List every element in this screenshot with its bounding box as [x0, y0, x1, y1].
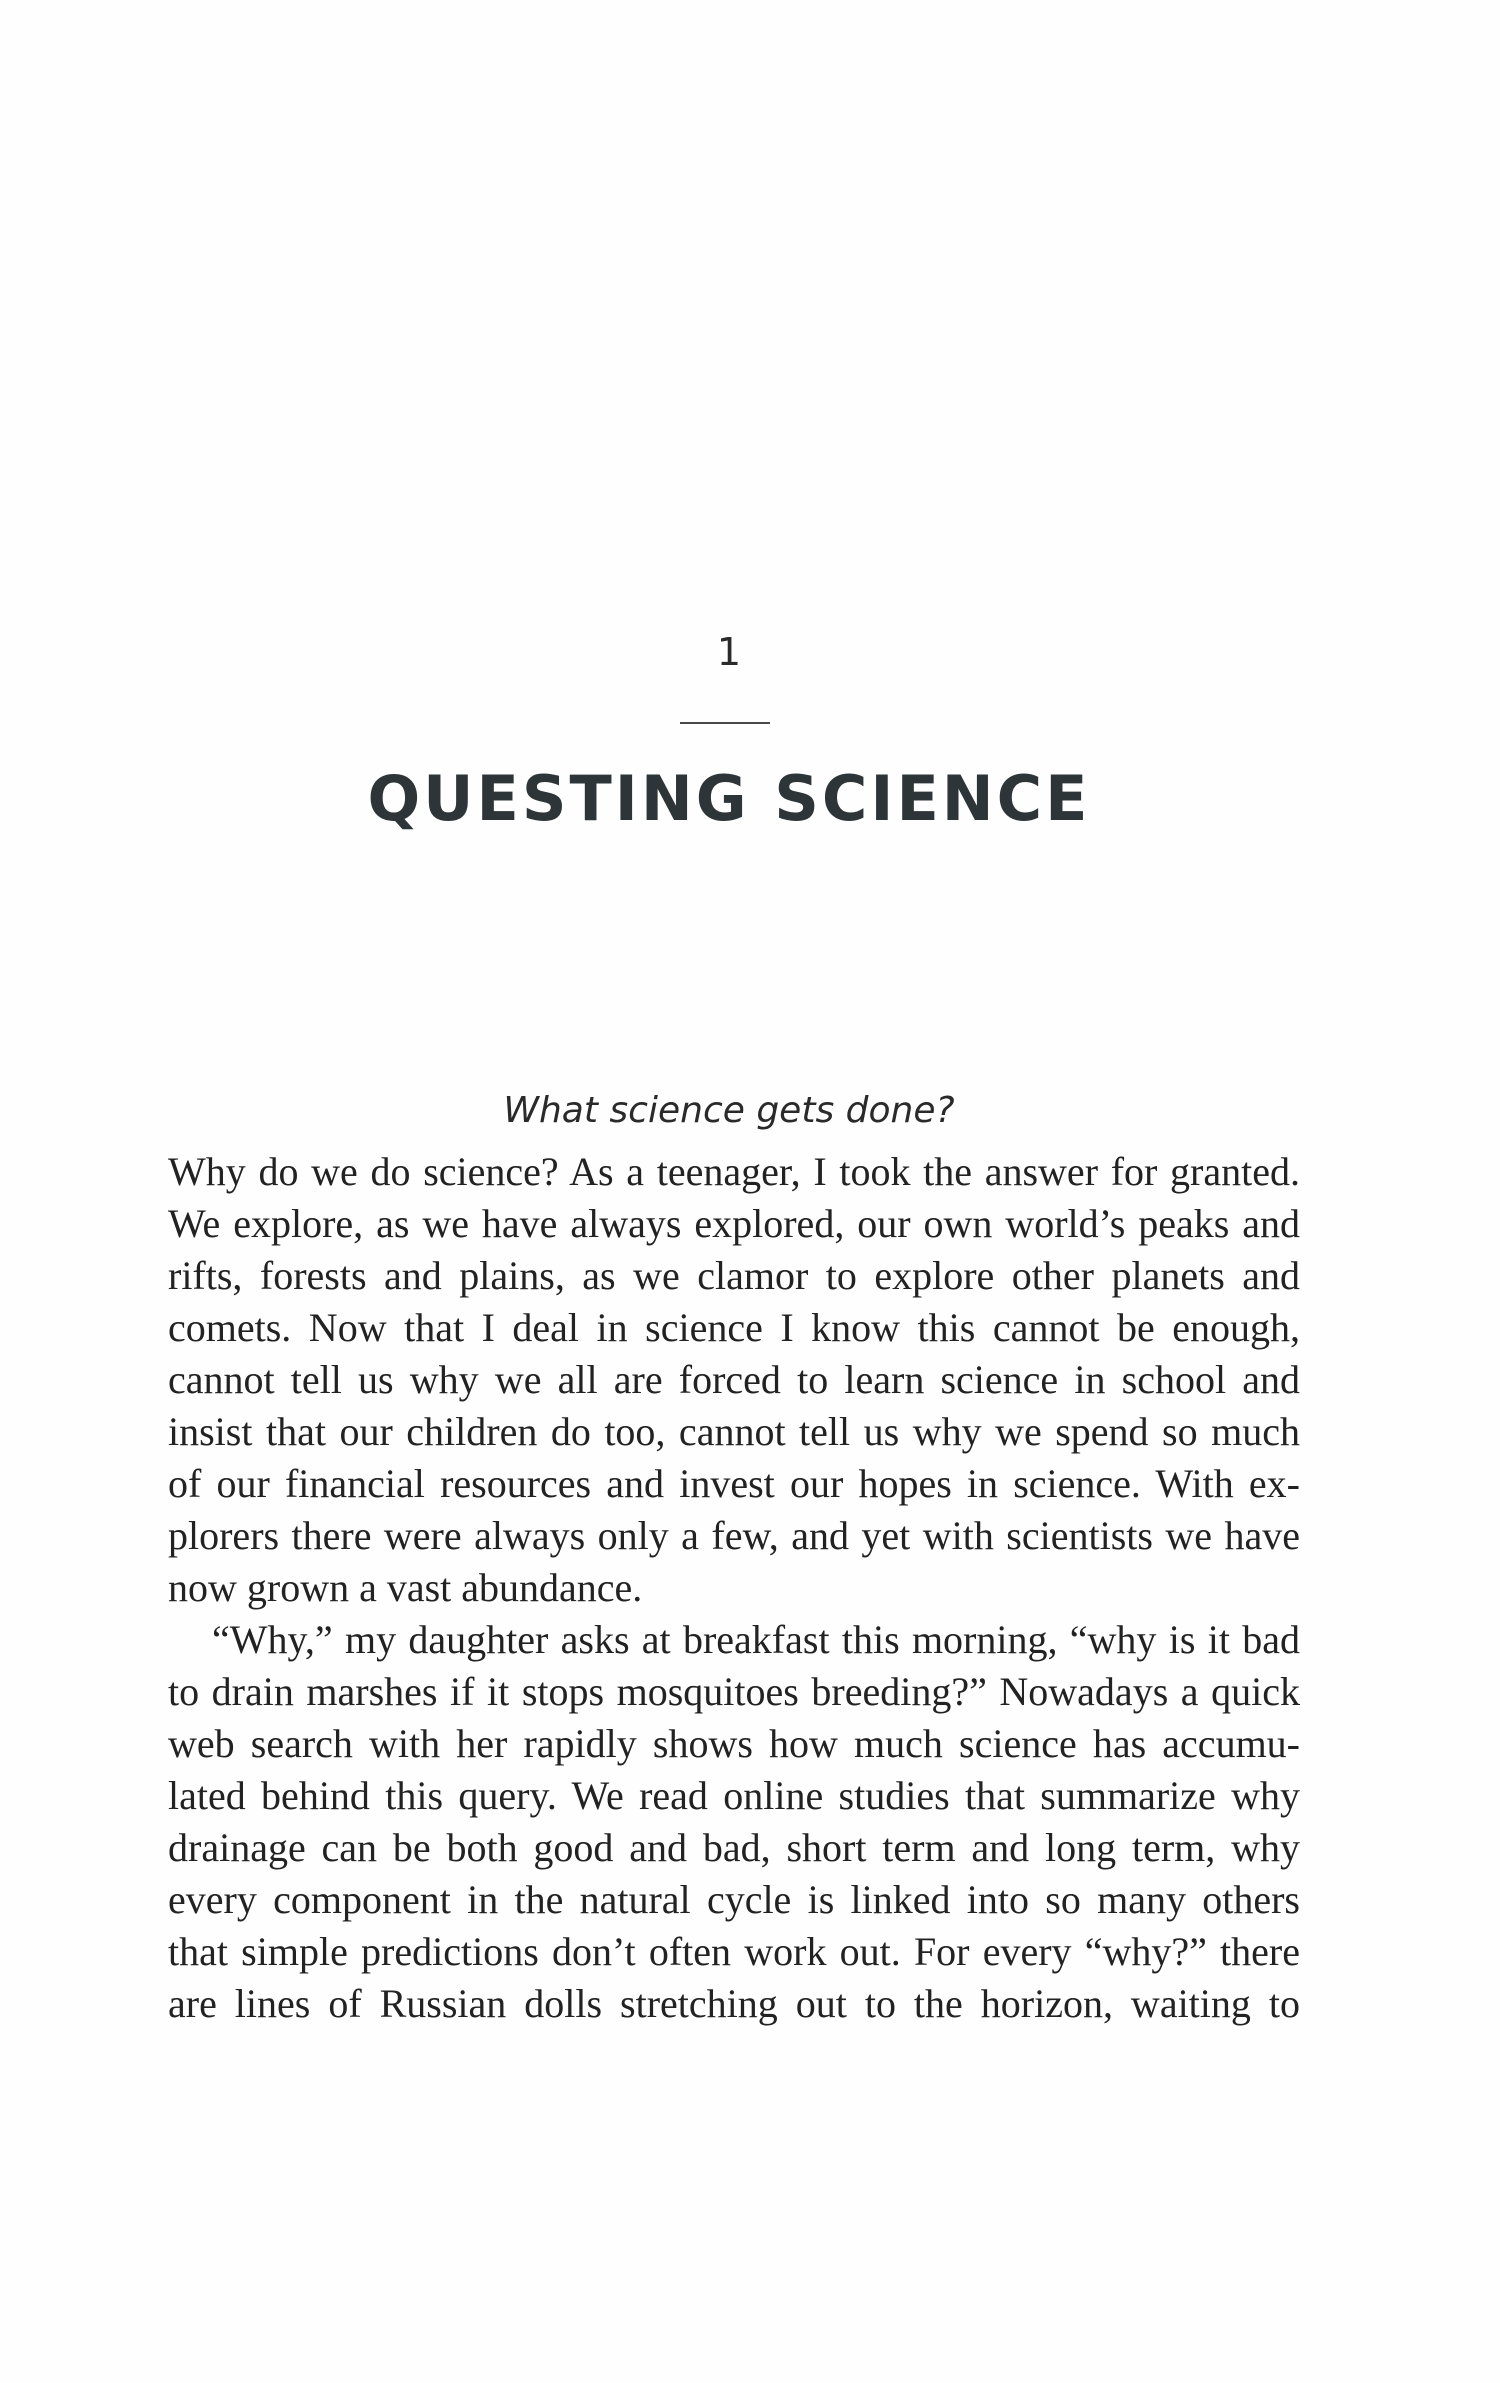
text-line: rifts, forests and plains, as we clamor to explore other planets and — [168, 1253, 1300, 1298]
epigraph: What science gets done? — [503, 1090, 955, 1131]
body-text — [168, 1146, 1300, 2030]
text-line: cannot tell us why we all are forced to learn science in school and — [168, 1357, 1300, 1402]
chapter-divider — [680, 722, 770, 724]
text-line: “Why,” my daughter asks at breakfast this morning, “why is it bad — [212, 1617, 1300, 1662]
text-line: We explore, as we have always explored, our own world’s peaks and — [168, 1201, 1300, 1246]
chapter-title: QUESTING SCIENCE — [367, 762, 1091, 835]
text-line: plorers there were always only a few, and yet with scientists we have — [168, 1513, 1300, 1558]
text-line: Why do we do science? As a teenager, I took the answer for granted. — [168, 1149, 1300, 1194]
text-line: to drain marshes if it stops mosquitoes breeding?” Nowadays a quick — [168, 1669, 1300, 1714]
paragraph-1 — [168, 1146, 1300, 1614]
paragraph-2 — [168, 1614, 1300, 2030]
text-line: of our financial resources and invest our hopes in science. With ex- — [168, 1461, 1300, 1506]
text-line: are lines of Russian dolls stretching out to the horizon, waiting to — [168, 1981, 1300, 2026]
chapter-number: 1 — [716, 630, 742, 674]
text-line: that simple predictions don’t often work out. For every “why?” there — [168, 1929, 1300, 1974]
text-line: lated behind this query. We read online studies that summarize why — [168, 1773, 1300, 1818]
text-line: drainage can be both good and bad, short term and long term, why — [168, 1825, 1300, 1870]
text-line: web search with her rapidly shows how much science has accumu- — [168, 1721, 1300, 1766]
text-line: every component in the natural cycle is linked into so many others — [168, 1877, 1300, 1922]
text-line: comets. Now that I deal in science I know this cannot be enough, — [168, 1305, 1300, 1350]
text-line: insist that our children do too, cannot tell us why we spend so much — [168, 1409, 1300, 1454]
text-line: now grown a vast abundance. — [168, 1565, 643, 1610]
